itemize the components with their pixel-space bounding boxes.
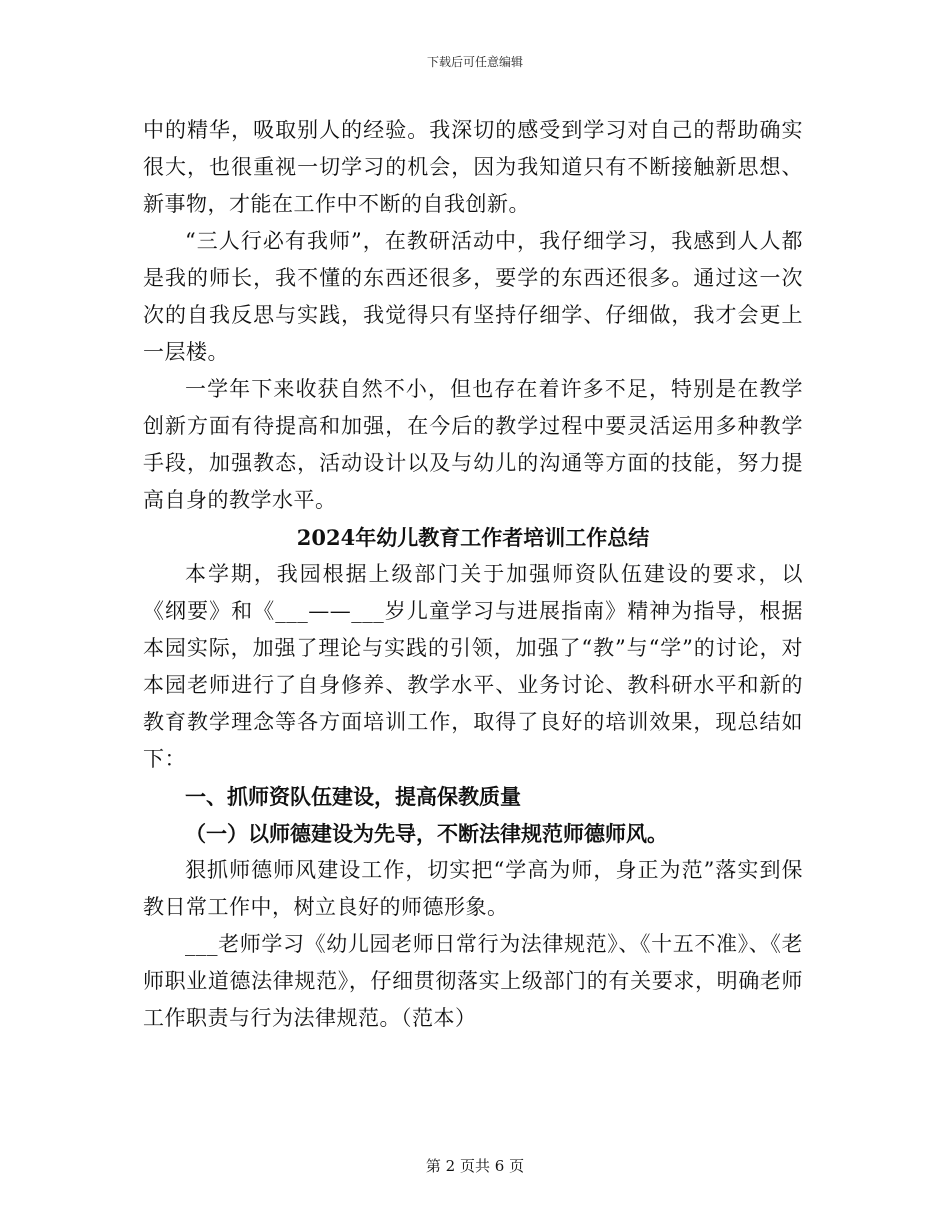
paragraph-2: “三人行必有我师”，在教研活动中，我仔细学习，我感到人人都是我的师长，我不懂的东西还很多，要学的东西还很多。通过这一次次的自我反思与实践，我觉得只有坚持仔细学、仔细做，我才会更上一层楼。 <box>143 229 803 364</box>
paragraph-6: ___老师学习《幼儿园老师日常行为法律规范》、《十五不准》、《老师职业道德法律规范》，仔细贯彻落实上级部门的有关要求，明确老师工作职责与行为法律规范。（范本） <box>143 932 803 1030</box>
page-header: 下载后可任意编辑 <box>426 55 523 69</box>
paragraph-5: 狠抓师德师风建设工作，切实把“学高为师，身正为范”落实到保教日常工作中，树立良好的师德形象。 <box>143 858 803 919</box>
paragraph-1: 中的精华，吸取别人的经验。我深切的感受到学习对自己的帮助确实很大，也很重视一切学习的机会，因为我知道只有不断接触新思想、新事物，才能在工作中不断的自我创新。 <box>143 118 803 216</box>
document-title: 2024年幼儿教育工作者培训工作总结 <box>296 525 650 550</box>
page-footer: 第 2 页共 6 页 <box>425 1157 525 1175</box>
document-body <box>143 112 803 1037</box>
section-heading-1: 一、抓师资队伍建设，提高保教质量 <box>185 784 521 809</box>
subsection-heading-1: （一）以师德建设为先导，不断法律规范师德师风。 <box>185 821 668 846</box>
paragraph-3: 一学年下来收获自然不小，但也存在着许多不足，特别是在教学创新方面有待提高和加强，在今后的教学过程中要灵活运用多种教学手段，加强教态，活动设计以及与幼儿的沟通等方面的技能，努力提高自身的教学水平。 <box>143 377 803 512</box>
paragraph-4: 本学期，我园根据上级部门关于加强师资队伍建设的要求，以《纲要》和《___——___岁儿童学习与进展指南》精神为指导，根据本园实际，加强了理论与实践的引领，加强了“教”与“学”的讨论，对本园老师进行了自身修养、教学水平、业务讨论、教科研水平和新的教育教学理念等各方面培训工作，取得了良好的培训效果，现总结如下： <box>143 562 803 771</box>
